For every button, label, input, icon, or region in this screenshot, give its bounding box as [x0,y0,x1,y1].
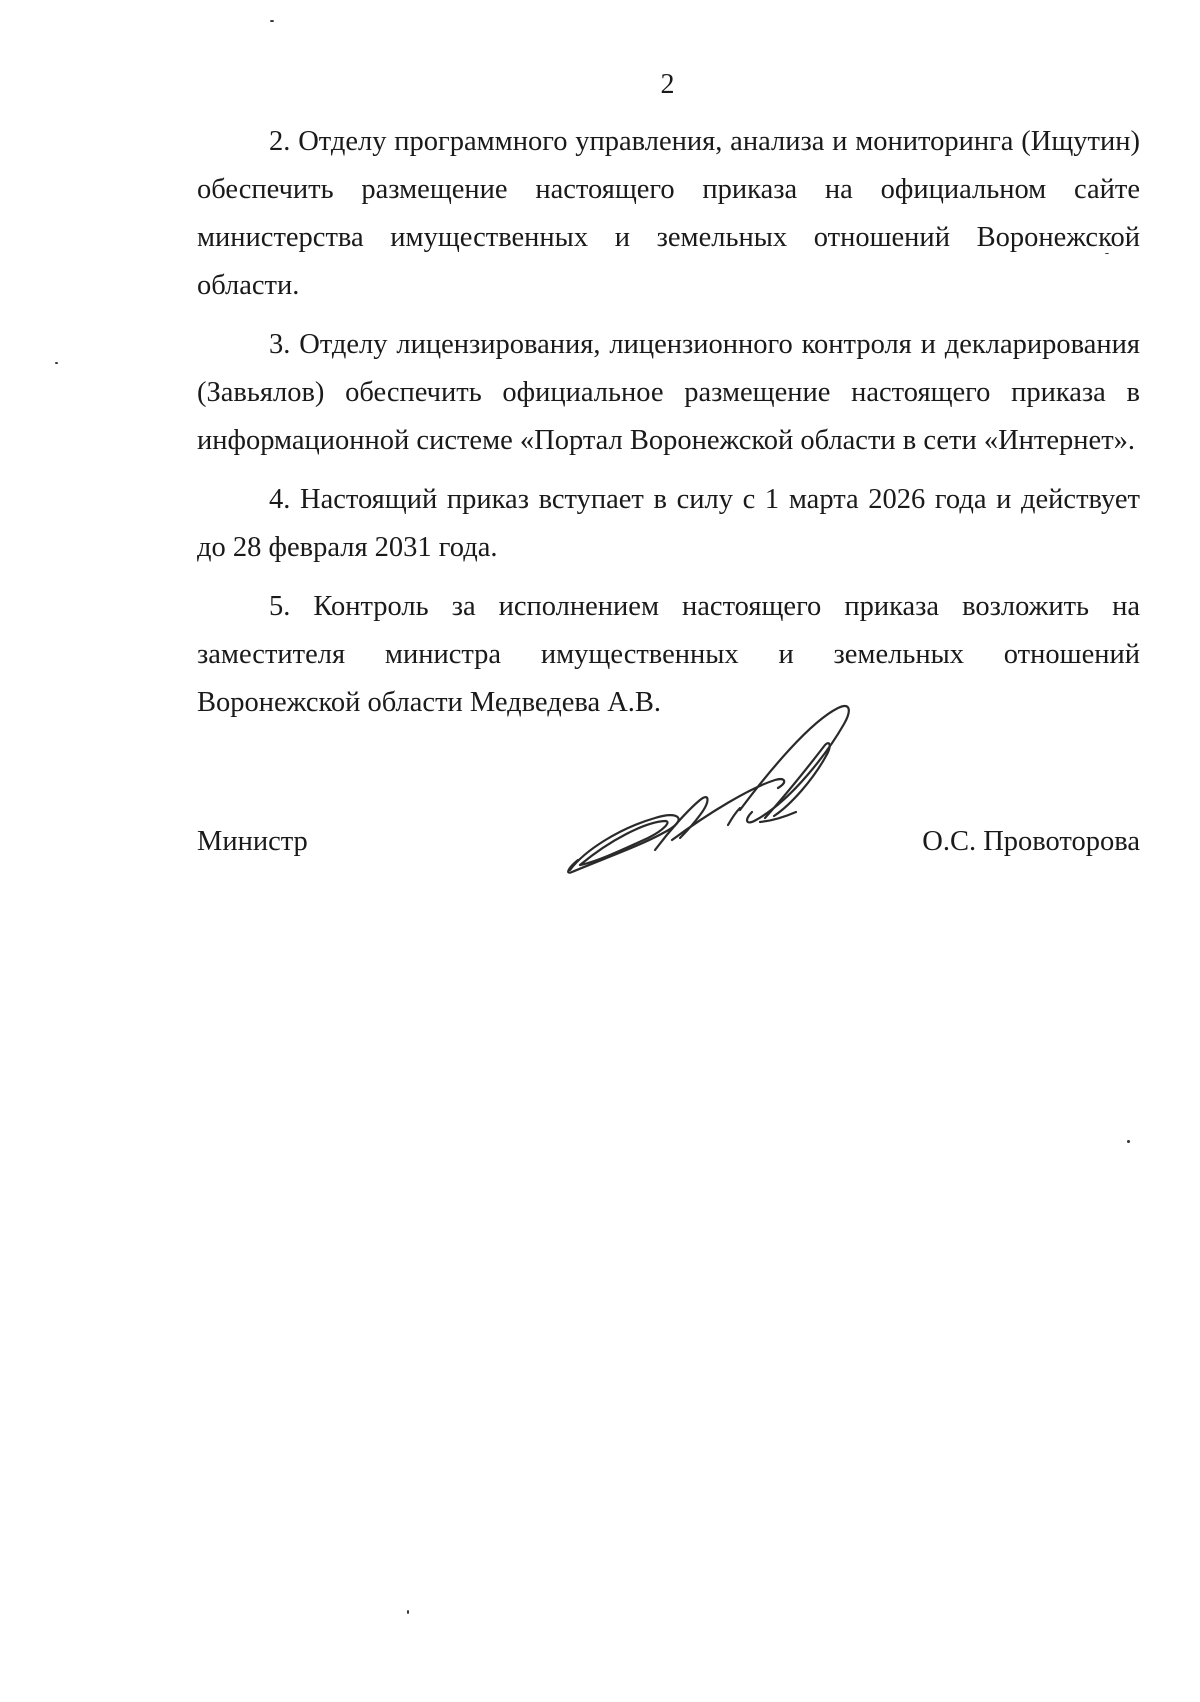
scan-speck [270,20,274,22]
signature-block [197,822,1140,862]
paragraph-3: 3. Отделу лицензирования, лицензионного контроля и декларирования (Завьялов) обеспечить официальное размещение настоящего приказа в информационной системе «Портал Воронежской области в сети «Интернет». [197,329,1140,456]
scan-speck [1105,253,1109,254]
scan-speck [407,1610,409,1614]
page-number: 2 [660,69,675,100]
paragraph-4: 4. Настоящий приказ вступает в силу с 1 марта 2026 года и действует до 28 февраля 2031 года. [197,484,1140,563]
document-body [197,118,1140,738]
scan-speck [1127,1140,1130,1143]
paragraph-5: 5. Контроль за исполнением настоящего приказа возложить на заместителя министра имущественных и земельных отношений Воронежской области Медведева А.В. [197,591,1140,718]
signatory-name: О.С. Провоторова [922,826,1140,857]
paragraph-2: 2. Отделу программного управления, анализа и мониторинга (Ищутин) обеспечить размещение настоящего приказа на официальном сайте министерства имущественных и земельных отношений Воронежской области. [197,126,1140,301]
signatory-title: Министр [197,826,308,857]
scan-speck [55,362,58,364]
